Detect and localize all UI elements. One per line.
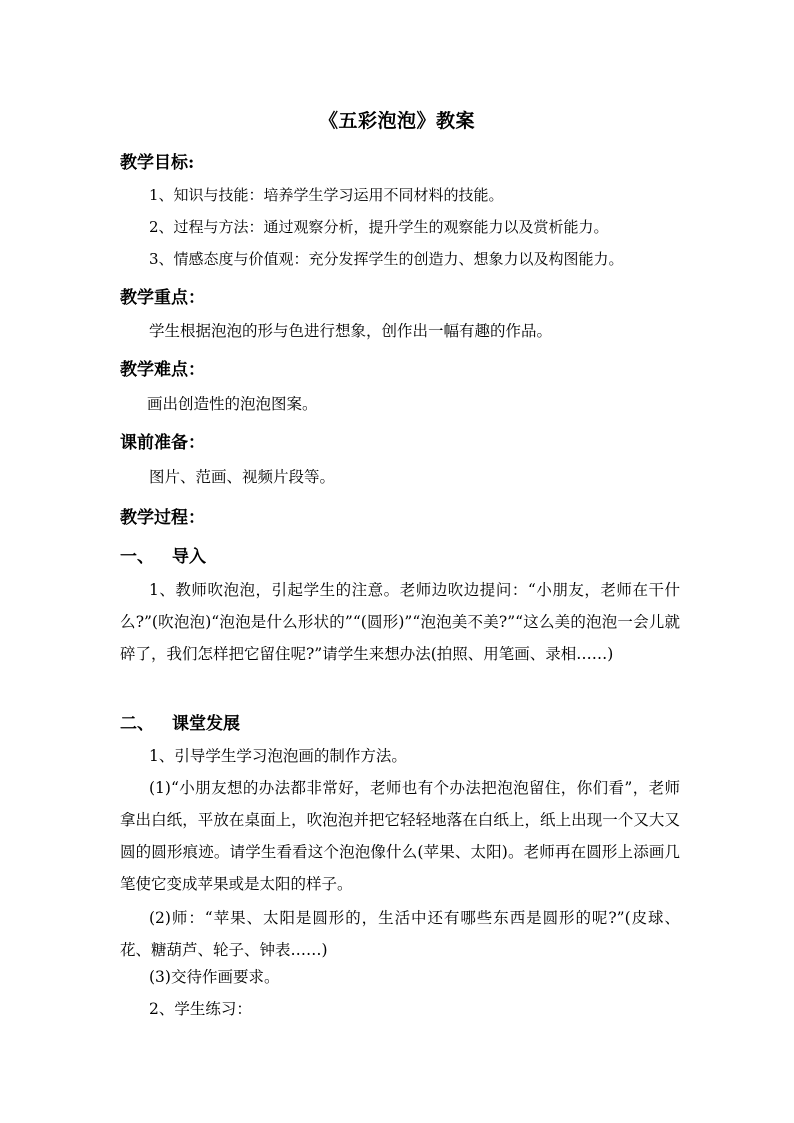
goal-item-2: 2、过程与方法：通过观察分析，提升学生的观察能力以及赏析能力。	[149, 218, 609, 236]
section-2-heading	[120, 709, 240, 734]
preparation-heading: 课前准备：	[120, 433, 205, 453]
section-2-number: 二、	[120, 714, 154, 734]
section-2-item-3: (3)交待作画要求。	[149, 968, 280, 986]
section-2-item-1: 1、引导学生学习泡泡画的制作方法。	[149, 747, 407, 765]
section-2-title: 课堂发展	[172, 714, 240, 734]
section-1-title: 导入	[172, 547, 206, 567]
preparation-text: 图片、范画、视频片段等。	[149, 468, 336, 486]
process-heading: 教学过程：	[120, 508, 205, 528]
goal-item-1: 1、知识与技能：培养学生学习运用不同材料的技能。	[149, 186, 504, 204]
key-points-text: 学生根据泡泡的形与色进行想象，创作出一幅有趣的作品。	[149, 322, 553, 340]
section-2-item-4: 2、学生练习：	[149, 1000, 252, 1018]
section-1-number: 一、	[120, 547, 154, 567]
section-1-heading	[120, 542, 206, 567]
section-2-paragraph-2: (2)师：“苹果、太阳是圆形的，生活中还有哪些东西是圆形的呢?”(皮球、花、糖葫芦、轮子、钟表……)	[120, 909, 680, 959]
goal-item-3: 3、情感态度与价值观：充分发挥学生的创造力、想象力以及构图能力。	[149, 250, 624, 268]
section-1-paragraph: 1、教师吹泡泡，引起学生的注意。老师边吹边提问：“小朋友，老师在干什么?”(吹泡泡)“泡泡是什么形状的”“(圆形)”“泡泡美不美?”“这么美的泡泡一会儿就碎了，我们怎样把它留住呢?”请学生来想办法(拍照、用笔画、录相……)	[120, 581, 680, 663]
document-title: 《五彩泡泡》教案	[318, 110, 475, 132]
section-2-paragraph-1: (1)“小朋友想的办法都非常好，老师也有个办法把泡泡留住，你们看”，老师拿出白纸，平放在桌面上，吹泡泡并把它轻轻地落在白纸上，纸上出现一个又大又圆的圆形痕迹。请学生看看这个泡泡像什么(苹果、太阳)。老师再在圆形上添画几笔使它变成苹果或是太阳的样子。	[120, 779, 680, 893]
key-points-heading: 教学重点：	[120, 288, 205, 308]
difficulty-text: 画出创造性的泡泡图案。	[147, 395, 318, 413]
goals-heading: 教学目标:	[120, 153, 195, 173]
difficulty-heading: 教学难点：	[120, 360, 205, 380]
